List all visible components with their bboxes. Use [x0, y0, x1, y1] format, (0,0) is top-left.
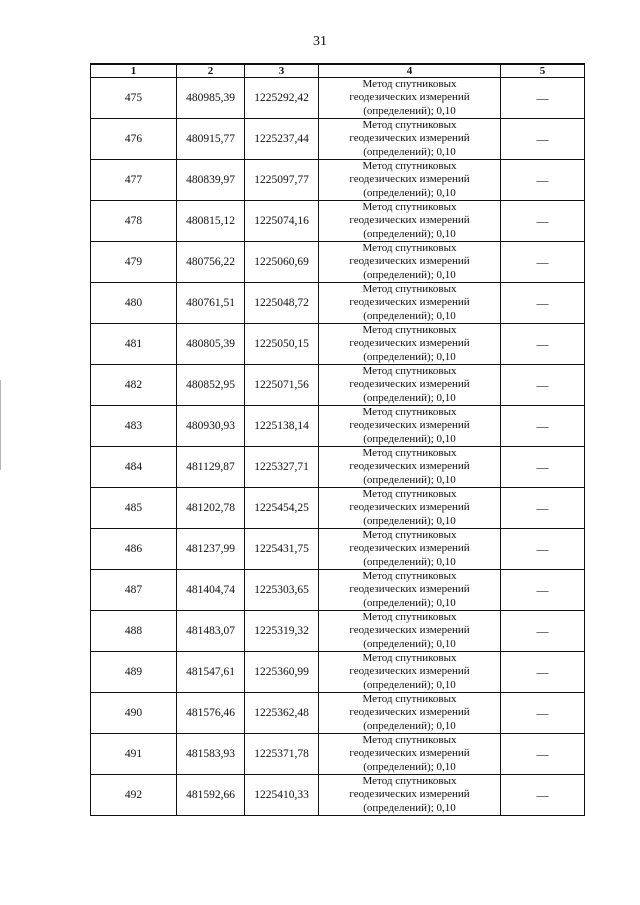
- table-row: [91, 570, 585, 611]
- method-cell: [319, 406, 501, 447]
- method-cell: [319, 447, 501, 488]
- method-line: Метод спутниковых: [362, 447, 457, 460]
- method-cell: [319, 78, 501, 119]
- method-line: геодезических измерений: [349, 665, 470, 678]
- y-coordinate-cell: 1225074,16: [245, 201, 319, 242]
- note-cell: —: [501, 570, 585, 611]
- header-col-2: 2: [177, 64, 245, 78]
- method-line: геодезических измерений: [349, 214, 470, 227]
- method-line: Метод спутниковых: [362, 324, 457, 337]
- table-row: [91, 775, 585, 816]
- method-cell: [319, 365, 501, 406]
- note-cell: —: [501, 283, 585, 324]
- point-number-cell: 477: [91, 160, 177, 201]
- method-line: (определений); 0,10: [363, 596, 456, 609]
- method-line: Метод спутниковых: [362, 652, 457, 665]
- table-row: [91, 365, 585, 406]
- method-line: геодезических измерений: [349, 337, 470, 350]
- method-line: геодезических измерений: [349, 378, 470, 391]
- method-line: Метод спутниковых: [362, 283, 457, 296]
- table-row: [91, 447, 585, 488]
- method-line: (определений); 0,10: [363, 801, 456, 814]
- method-cell: [319, 119, 501, 160]
- note-cell: —: [501, 406, 585, 447]
- y-coordinate-cell: 1225060,69: [245, 242, 319, 283]
- x-coordinate-cell: 481583,93: [177, 734, 245, 775]
- table-row: [91, 242, 585, 283]
- y-coordinate-cell: 1225071,56: [245, 365, 319, 406]
- x-coordinate-cell: 481592,66: [177, 775, 245, 816]
- method-line: (определений); 0,10: [363, 760, 456, 773]
- method-line: Метод спутниковых: [362, 734, 457, 747]
- method-cell: [319, 693, 501, 734]
- method-line: (определений); 0,10: [363, 227, 456, 240]
- table-row: [91, 160, 585, 201]
- table-row: [91, 734, 585, 775]
- x-coordinate-cell: 480839,97: [177, 160, 245, 201]
- note-cell: —: [501, 447, 585, 488]
- method-cell: [319, 611, 501, 652]
- point-number-cell: 475: [91, 78, 177, 119]
- coordinates-table: [90, 63, 585, 816]
- page-number: 31: [313, 34, 327, 49]
- method-line: (определений); 0,10: [363, 186, 456, 199]
- scan-edge-line: [0, 380, 1, 470]
- method-line: Метод спутниковых: [362, 488, 457, 501]
- point-number-cell: 490: [91, 693, 177, 734]
- method-line: Метод спутниковых: [362, 365, 457, 378]
- y-coordinate-cell: 1225237,44: [245, 119, 319, 160]
- table-row: [91, 406, 585, 447]
- header-col-5: 5: [501, 64, 585, 78]
- method-line: геодезических измерений: [349, 255, 470, 268]
- x-coordinate-cell: 481129,87: [177, 447, 245, 488]
- point-number-cell: 479: [91, 242, 177, 283]
- method-line: геодезических измерений: [349, 460, 470, 473]
- point-number-cell: 476: [91, 119, 177, 160]
- method-line: (определений); 0,10: [363, 637, 456, 650]
- table-row: [91, 78, 585, 119]
- note-cell: —: [501, 160, 585, 201]
- y-coordinate-cell: 1225050,15: [245, 324, 319, 365]
- point-number-cell: 480: [91, 283, 177, 324]
- method-line: Метод спутниковых: [362, 119, 457, 132]
- y-coordinate-cell: 1225431,75: [245, 529, 319, 570]
- point-number-cell: 487: [91, 570, 177, 611]
- method-line: Метод спутниковых: [362, 570, 457, 583]
- table-row: [91, 201, 585, 242]
- point-number-cell: 488: [91, 611, 177, 652]
- point-number-cell: 492: [91, 775, 177, 816]
- note-cell: —: [501, 201, 585, 242]
- x-coordinate-cell: 481483,07: [177, 611, 245, 652]
- method-line: геодезических измерений: [349, 747, 470, 760]
- x-coordinate-cell: 480930,93: [177, 406, 245, 447]
- method-line: геодезических измерений: [349, 132, 470, 145]
- point-number-cell: 483: [91, 406, 177, 447]
- table-row: [91, 119, 585, 160]
- note-cell: —: [501, 775, 585, 816]
- x-coordinate-cell: 480815,12: [177, 201, 245, 242]
- note-cell: —: [501, 119, 585, 160]
- method-line: (определений); 0,10: [363, 145, 456, 158]
- method-line: геодезических измерений: [349, 624, 470, 637]
- y-coordinate-cell: 1225048,72: [245, 283, 319, 324]
- note-cell: —: [501, 693, 585, 734]
- x-coordinate-cell: 480852,95: [177, 365, 245, 406]
- y-coordinate-cell: 1225454,25: [245, 488, 319, 529]
- note-cell: —: [501, 488, 585, 529]
- point-number-cell: 489: [91, 652, 177, 693]
- point-number-cell: 478: [91, 201, 177, 242]
- method-line: геодезических измерений: [349, 173, 470, 186]
- method-line: (определений); 0,10: [363, 514, 456, 527]
- method-line: геодезических измерений: [349, 296, 470, 309]
- method-cell: [319, 570, 501, 611]
- header-col-1: 1: [91, 64, 177, 78]
- note-cell: —: [501, 529, 585, 570]
- method-line: Метод спутниковых: [362, 242, 457, 255]
- note-cell: —: [501, 734, 585, 775]
- table-header: [91, 64, 585, 78]
- x-coordinate-cell: 480756,22: [177, 242, 245, 283]
- method-line: геодезических измерений: [349, 91, 470, 104]
- header-col-4: 4: [319, 64, 501, 78]
- method-cell: [319, 775, 501, 816]
- method-line: (определений); 0,10: [363, 473, 456, 486]
- method-line: геодезических измерений: [349, 501, 470, 514]
- note-cell: —: [501, 78, 585, 119]
- method-line: (определений); 0,10: [363, 391, 456, 404]
- point-number-cell: 482: [91, 365, 177, 406]
- table-row: [91, 324, 585, 365]
- method-line: Метод спутниковых: [362, 160, 457, 173]
- method-line: геодезических измерений: [349, 542, 470, 555]
- method-cell: [319, 283, 501, 324]
- method-cell: [319, 201, 501, 242]
- note-cell: —: [501, 611, 585, 652]
- method-line: Метод спутниковых: [362, 78, 457, 91]
- x-coordinate-cell: 480985,39: [177, 78, 245, 119]
- table-row: [91, 283, 585, 324]
- note-cell: —: [501, 365, 585, 406]
- x-coordinate-cell: 481202,78: [177, 488, 245, 529]
- y-coordinate-cell: 1225410,33: [245, 775, 319, 816]
- method-line: геодезических измерений: [349, 419, 470, 432]
- table-row: [91, 693, 585, 734]
- method-cell: [319, 734, 501, 775]
- x-coordinate-cell: 481576,46: [177, 693, 245, 734]
- x-coordinate-cell: 481237,99: [177, 529, 245, 570]
- method-line: Метод спутниковых: [362, 529, 457, 542]
- y-coordinate-cell: 1225360,99: [245, 652, 319, 693]
- method-cell: [319, 652, 501, 693]
- note-cell: —: [501, 652, 585, 693]
- method-line: Метод спутниковых: [362, 201, 457, 214]
- method-line: (определений); 0,10: [363, 719, 456, 732]
- method-line: геодезических измерений: [349, 706, 470, 719]
- note-cell: —: [501, 324, 585, 365]
- y-coordinate-cell: 1225303,65: [245, 570, 319, 611]
- y-coordinate-cell: 1225371,78: [245, 734, 319, 775]
- header-row: [91, 64, 585, 78]
- method-cell: [319, 242, 501, 283]
- x-coordinate-cell: 481404,74: [177, 570, 245, 611]
- method-line: (определений); 0,10: [363, 678, 456, 691]
- y-coordinate-cell: 1225319,32: [245, 611, 319, 652]
- note-cell: —: [501, 242, 585, 283]
- point-number-cell: 481: [91, 324, 177, 365]
- header-col-3: 3: [245, 64, 319, 78]
- point-number-cell: 484: [91, 447, 177, 488]
- y-coordinate-cell: 1225327,71: [245, 447, 319, 488]
- method-line: геодезических измерений: [349, 788, 470, 801]
- method-line: геодезических измерений: [349, 583, 470, 596]
- y-coordinate-cell: 1225362,48: [245, 693, 319, 734]
- method-line: (определений); 0,10: [363, 555, 456, 568]
- method-cell: [319, 324, 501, 365]
- method-line: Метод спутниковых: [362, 775, 457, 788]
- x-coordinate-cell: 480915,77: [177, 119, 245, 160]
- method-cell: [319, 160, 501, 201]
- method-line: (определений); 0,10: [363, 432, 456, 445]
- point-number-cell: 485: [91, 488, 177, 529]
- method-cell: [319, 529, 501, 570]
- method-line: Метод спутниковых: [362, 693, 457, 706]
- x-coordinate-cell: 480805,39: [177, 324, 245, 365]
- x-coordinate-cell: 480761,51: [177, 283, 245, 324]
- y-coordinate-cell: 1225138,14: [245, 406, 319, 447]
- method-line: Метод спутниковых: [362, 406, 457, 419]
- method-line: (определений); 0,10: [363, 104, 456, 117]
- method-line: (определений); 0,10: [363, 268, 456, 281]
- method-line: (определений); 0,10: [363, 309, 456, 322]
- method-line: Метод спутниковых: [362, 611, 457, 624]
- method-cell: [319, 488, 501, 529]
- table-row: [91, 652, 585, 693]
- point-number-cell: 486: [91, 529, 177, 570]
- table-row: [91, 611, 585, 652]
- table-row: [91, 529, 585, 570]
- method-line: (определений); 0,10: [363, 350, 456, 363]
- x-coordinate-cell: 481547,61: [177, 652, 245, 693]
- y-coordinate-cell: 1225097,77: [245, 160, 319, 201]
- table-row: [91, 488, 585, 529]
- table-body: [91, 78, 585, 816]
- point-number-cell: 491: [91, 734, 177, 775]
- y-coordinate-cell: 1225292,42: [245, 78, 319, 119]
